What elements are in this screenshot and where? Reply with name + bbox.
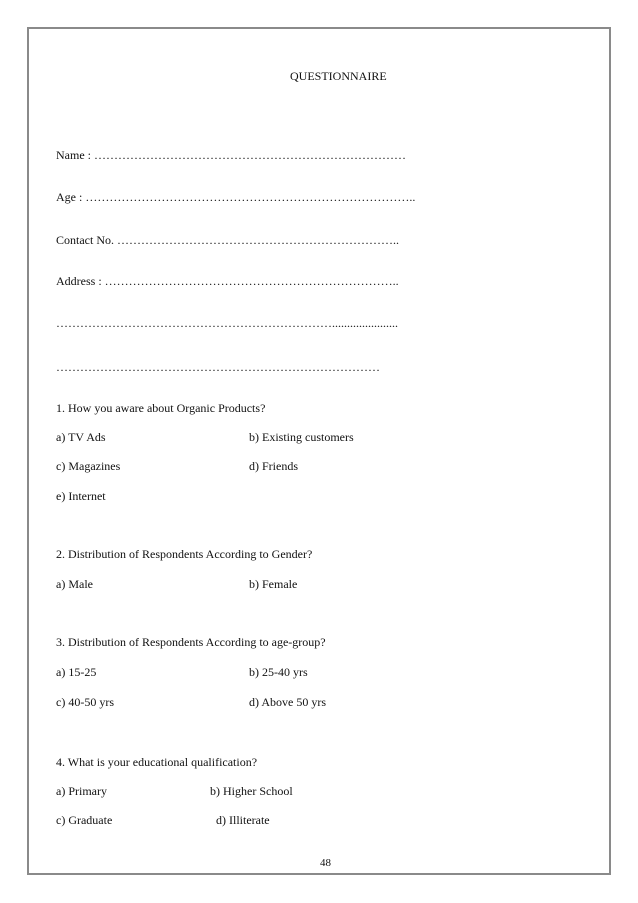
page-number: 48	[320, 857, 331, 869]
question-3: 3. Distribution of Respondents According to age-group?	[56, 635, 326, 649]
q2-option-b: b) Female	[249, 577, 298, 591]
q3-option-b: b) 25-40 yrs	[249, 665, 308, 679]
address-line-2: ……………………………………………………………......................	[56, 316, 398, 330]
q2-option-a: a) Male	[56, 577, 93, 591]
q3-option-c: c) 40-50 yrs	[56, 695, 114, 709]
address-field: Address : ………………………………………………………………..	[56, 274, 399, 288]
question-1: 1. How you aware about Organic Products?	[56, 401, 266, 415]
contact-field: Contact No. ……………………………………………………………..	[56, 233, 399, 247]
q1-option-a: a) TV Ads	[56, 430, 106, 444]
q1-option-c: c) Magazines	[56, 459, 121, 473]
question-2: 2. Distribution of Respondents According to Gender?	[56, 547, 313, 561]
q1-option-e: e) Internet	[56, 489, 106, 503]
q3-option-a: a) 15-25	[56, 665, 97, 679]
page-title: QUESTIONNAIRE	[290, 69, 387, 83]
name-field: Name : ……………………………………………………………………	[56, 148, 406, 162]
address-line-3: ………………………………………………………………………	[56, 360, 380, 374]
q4-option-d: d) Illiterate	[216, 813, 270, 827]
age-field: Age : ………………………………………………………………………..	[56, 190, 416, 204]
q1-option-b: b) Existing customers	[249, 430, 354, 444]
q1-option-d: d) Friends	[249, 459, 298, 473]
q4-option-c: c) Graduate	[56, 813, 113, 827]
q4-option-a: a) Primary	[56, 784, 107, 798]
q3-option-d: d) Above 50 yrs	[249, 695, 326, 709]
q4-option-b: b) Higher School	[210, 784, 293, 798]
question-4: 4. What is your educational qualification?	[56, 755, 258, 769]
